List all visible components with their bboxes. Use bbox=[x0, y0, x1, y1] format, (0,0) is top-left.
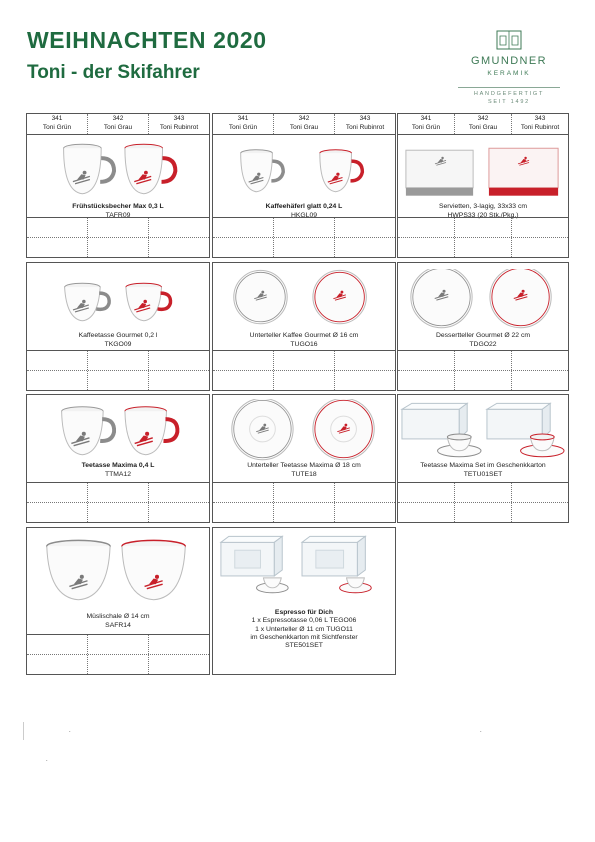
page-title: WEIHNACHTEN 2020 bbox=[27, 27, 267, 53]
product-content-line: 1 x Espressotasse 0,06 L TEGO06 bbox=[251, 617, 357, 625]
mug-images bbox=[27, 136, 209, 202]
order-cell bbox=[455, 371, 512, 390]
order-cell bbox=[27, 503, 88, 522]
order-cell bbox=[398, 371, 455, 390]
product-description bbox=[213, 332, 395, 349]
order-grid bbox=[27, 634, 209, 674]
product-code: HKGL09 bbox=[290, 211, 318, 219]
product-code: TETU01SET bbox=[463, 470, 503, 478]
cup-images bbox=[27, 399, 209, 465]
order-cell bbox=[149, 218, 209, 237]
order-grid bbox=[398, 350, 568, 390]
order-grid bbox=[398, 482, 568, 522]
order-cell bbox=[27, 483, 88, 502]
order-cell bbox=[335, 218, 395, 237]
product-name: Espresso für Dich bbox=[274, 609, 334, 616]
variant-col-grau: 342 Toni Grau bbox=[88, 114, 149, 134]
product-description bbox=[27, 332, 209, 349]
product-card-teetasse-set bbox=[397, 394, 569, 523]
order-cell bbox=[512, 503, 568, 522]
order-cell bbox=[27, 371, 88, 390]
product-card-unterteller-kaffee bbox=[212, 262, 396, 391]
order-cell bbox=[213, 503, 274, 522]
order-cell bbox=[455, 351, 512, 370]
product-description bbox=[398, 462, 568, 479]
product-name: Kaffeehäferl glatt 0,24 L bbox=[265, 203, 343, 210]
order-cell bbox=[274, 483, 335, 502]
product-card-espresso-fuer-dich bbox=[212, 527, 396, 675]
variant-col-gruen: 341 Toni Grün bbox=[27, 114, 88, 134]
product-code: TUGO16 bbox=[290, 340, 318, 348]
variant-col-grau: 342 Toni Grau bbox=[274, 114, 335, 134]
crop-mark bbox=[23, 722, 25, 740]
order-cell bbox=[335, 503, 395, 522]
order-cell bbox=[398, 218, 455, 237]
product-card-kaffeehaeferl bbox=[212, 113, 396, 258]
order-cell bbox=[335, 483, 395, 502]
product-code: TDGO22 bbox=[469, 340, 497, 348]
saucer-images bbox=[213, 399, 395, 465]
order-cell bbox=[398, 483, 455, 502]
product-description bbox=[27, 613, 209, 630]
product-card-teetasse-maxima bbox=[26, 394, 210, 523]
order-cell bbox=[455, 238, 512, 257]
product-code: TTMA12 bbox=[104, 470, 132, 478]
order-cell bbox=[27, 238, 88, 257]
product-description bbox=[213, 609, 395, 650]
order-grid bbox=[398, 217, 568, 257]
bowl-images bbox=[27, 538, 209, 610]
order-cell bbox=[512, 371, 568, 390]
order-cell bbox=[455, 483, 512, 502]
order-cell bbox=[335, 238, 395, 257]
order-cell bbox=[88, 238, 149, 257]
order-cell bbox=[512, 238, 568, 257]
order-cell bbox=[88, 635, 149, 654]
product-content-line: 1 x Unterteller Ø 11 cm TUGO11 bbox=[255, 625, 353, 633]
product-card-unterteller-teetasse bbox=[212, 394, 396, 523]
product-description bbox=[398, 332, 568, 349]
order-cell bbox=[274, 503, 335, 522]
variant-header bbox=[27, 114, 209, 135]
order-cell bbox=[88, 218, 149, 237]
product-description bbox=[213, 462, 395, 479]
product-name: Unterteller Teetasse Maxima Ø 18 cm bbox=[247, 462, 361, 469]
mug-images bbox=[213, 136, 395, 202]
variant-header bbox=[398, 114, 568, 135]
product-code: TUTE18 bbox=[291, 470, 317, 478]
brand-sub: KERAMIK bbox=[487, 70, 531, 77]
order-cell bbox=[512, 218, 568, 237]
order-cell bbox=[149, 483, 209, 502]
order-cell bbox=[213, 371, 274, 390]
order-cell bbox=[149, 371, 209, 390]
brand-logo bbox=[452, 28, 566, 116]
product-code: STE501SET bbox=[285, 642, 323, 650]
product-description bbox=[27, 462, 209, 479]
product-name: Kaffeetasse Gourmet 0,2 l bbox=[78, 332, 158, 339]
order-cell bbox=[398, 503, 455, 522]
order-grid bbox=[213, 482, 395, 522]
variant-col-gruen: 341 Toni Grün bbox=[398, 114, 455, 134]
order-cell bbox=[88, 371, 149, 390]
variant-col-rubinrot: 343 Toni Rubinrot bbox=[345, 115, 385, 131]
order-cell bbox=[398, 351, 455, 370]
variant-header bbox=[213, 114, 395, 135]
product-code: TAFR09 bbox=[105, 211, 131, 219]
order-cell bbox=[512, 351, 568, 370]
order-cell bbox=[88, 655, 149, 674]
product-card-mueslischale bbox=[26, 527, 210, 675]
variant-col-grau: 342 Toni Grau bbox=[455, 114, 512, 134]
brand-name: GMUNDNER bbox=[471, 55, 547, 67]
product-name: Teetasse Maxima 0,4 L bbox=[81, 462, 155, 469]
saucer-images bbox=[213, 269, 395, 335]
order-cell bbox=[149, 655, 209, 674]
order-cell bbox=[88, 351, 149, 370]
napkin-images bbox=[398, 136, 568, 202]
order-cell bbox=[27, 351, 88, 370]
order-cell bbox=[88, 503, 149, 522]
order-grid bbox=[27, 482, 209, 522]
product-card-servietten bbox=[397, 113, 569, 258]
order-grid bbox=[27, 350, 209, 390]
order-cell bbox=[335, 371, 395, 390]
product-card-fruehstuecksbecher bbox=[26, 113, 210, 258]
product-name: Müslischale Ø 14 cm bbox=[86, 613, 150, 620]
dot-mark: . bbox=[46, 757, 48, 763]
product-name: Dessertteller Gourmet Ø 22 cm bbox=[435, 332, 531, 339]
variant-col-gruen: 341 Toni Grün bbox=[213, 114, 274, 134]
order-cell bbox=[213, 238, 274, 257]
order-cell bbox=[274, 238, 335, 257]
order-cell bbox=[149, 503, 209, 522]
order-cell bbox=[149, 351, 209, 370]
plate-images bbox=[398, 269, 568, 335]
product-content-line: im Geschenkkarton mit Sichtfenster bbox=[250, 633, 358, 641]
product-name: Unterteller Kaffee Gourmet Ø 16 cm bbox=[249, 332, 359, 339]
order-cell bbox=[398, 238, 455, 257]
variant-col-rubinrot: 343 Toni Rubinrot bbox=[159, 115, 199, 131]
order-cell bbox=[27, 218, 88, 237]
order-cell bbox=[213, 483, 274, 502]
product-code: SAFR14 bbox=[105, 621, 131, 629]
product-name: Teetasse Maxima Set im Geschenkkarton bbox=[420, 462, 546, 469]
order-cell bbox=[455, 503, 512, 522]
product-card-kaffeetasse-gourmet bbox=[26, 262, 210, 391]
brand-tagline: HANDGEFERTIGT bbox=[473, 91, 545, 97]
order-cell bbox=[274, 371, 335, 390]
order-cell bbox=[149, 238, 209, 257]
dot-mark: . bbox=[69, 728, 71, 734]
order-cell bbox=[27, 655, 88, 674]
order-cell bbox=[149, 635, 209, 654]
order-grid bbox=[27, 217, 209, 257]
logo-divider bbox=[458, 87, 560, 88]
order-cell bbox=[27, 635, 88, 654]
order-cell bbox=[512, 483, 568, 502]
brand-tagline-year: SEIT 1492 bbox=[487, 99, 531, 105]
cup-images bbox=[27, 269, 209, 335]
order-cell bbox=[213, 351, 274, 370]
order-grid bbox=[213, 350, 395, 390]
product-name: Frühstücksbecher Max 0,3 L bbox=[72, 203, 164, 210]
dot-mark: . bbox=[480, 728, 482, 734]
crest-icon bbox=[496, 30, 522, 50]
product-code: HWPS33 (20 Stk./Pkg.) bbox=[447, 211, 519, 219]
product-name: Servietten, 3-lagig, 33x33 cm bbox=[438, 203, 528, 210]
product-code: TKGO09 bbox=[104, 340, 132, 348]
order-cell bbox=[88, 483, 149, 502]
variant-col-rubinrot: 343 Toni Rubinrot bbox=[520, 115, 560, 131]
gift-set-images bbox=[398, 399, 568, 465]
order-cell bbox=[274, 351, 335, 370]
order-cell bbox=[455, 218, 512, 237]
espresso-gift-images bbox=[213, 532, 395, 610]
product-card-dessertteller bbox=[397, 262, 569, 391]
order-cell bbox=[335, 351, 395, 370]
order-cell bbox=[274, 218, 335, 237]
page-subtitle: Toni - der Skifahrer bbox=[27, 62, 200, 83]
order-grid bbox=[213, 217, 395, 257]
order-cell bbox=[213, 218, 274, 237]
